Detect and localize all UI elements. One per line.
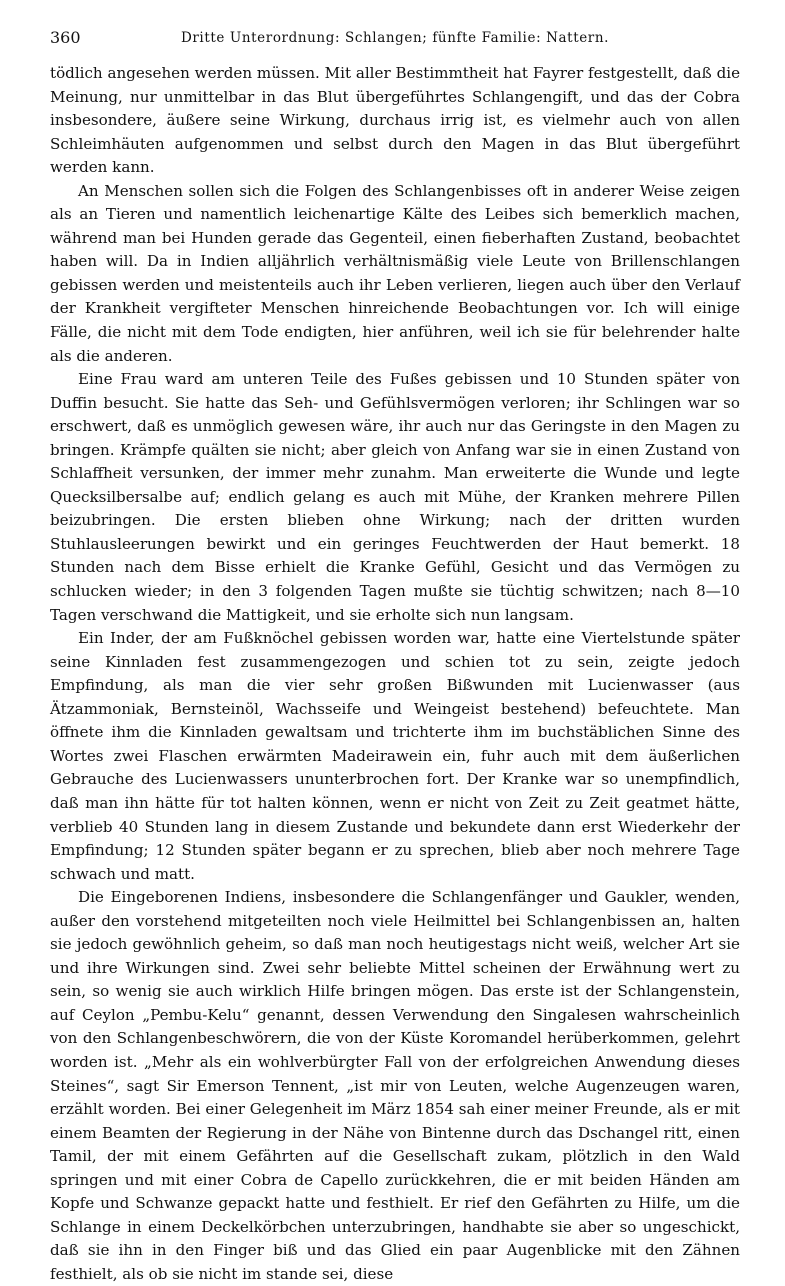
paragraph-native-remedies: Die Eingeborenen Indiens, insbesondere die Schlangenfänger und Gaukler, wenden, außer den vorstehend mitgeteilten noch viele Heilmittel bei Schlangenbissen an, halten sie jedoch gewöhnlich geheim, so daß man noch heutigestags nicht weiß, welcher Art sie und ihre Wirkungen sind. Zwei sehr beliebte Mittel scheinen der Erwähnung wert zu sein, so wenig sie auch wirklich Hilfe bringen mögen. Das erste ist der Schlangenstein, auf Ceylon „Pembu-Kelu“ genannt, dessen Verwendung den Singalesen wahrscheinlich von den Schlangenbeschwörern, die von der Küste Koromandel herüberkommen, gelehrt worden ist. „Mehr als ein wohlverbürgter Fall von der erfolgreichen Anwendung dieses Steines“, sagt Sir Emerson Tennent, „ist mir von Leuten, welche Augenzeugen waren, erzählt worden. Bei einer Gelegenheit im März 1854 sah einer meiner Freunde, als er mit einem Beamten der Regierung in der Nähe von Bintenne durch das Dschangel ritt, einen Tamil, der mit einem Gefährten auf die Gesellschaft zukam, plötzlich in den Wald springen und mit einer Cobra de Capello zurückkehren, die er mit beiden Händen am Kopfe und Schwanze gepackt hatte und festhielt. Er rief den Gefährten zu Hilfe, um die Schlange in einem Deckelkörbchen unterzubringen, handhabte sie aber so ungeschickt, daß sie ihn in den Finger biß und das Glied ein paar Augenblicke mit den Zähnen festhielt, als ob sie nicht im stande sei, diese — [50, 888, 740, 1283]
page-header — [50, 28, 740, 54]
paragraph-continuation: tödlich angesehen werden müssen. Mit aller Bestimmtheit hat Fayrer festgestellt, daß die Meinung, nur unmittelbar in das Blut übergeführtes Schlangengift, und das der Cobra insbesondere, äußere seine Wirkung, durchaus irrig ist, es vielmehr auch von allen Schleimhäuten aufgenommen und selbst durch den Magen in das Blut übergeführt werden kann. — [50, 64, 740, 177]
running-head: Dritte Unterordnung: Schlangen; fünfte Familie: Nattern. — [180, 30, 610, 46]
body-text — [50, 62, 740, 1286]
book-page — [50, 28, 740, 1286]
paragraph-case-indian: Ein Inder, der am Fußknöchel gebissen worden war, hatte eine Viertelstunde später seine Kinnladen fest zusammengezogen und schien tot zu sein, zeigte jedoch Empfindung, als man die vier sehr großen Bißwunden mit Lucienwasser (aus Ätzammoniak, Bernsteinöl, Wachsseife und Weingeist bestehend) befeuchtete. Man öffnete ihm die Kinnladen gewaltsam und trichterte ihm im buchstäblichen Sinne des Wortes zwei Flaschen erwärmten Madeirawein ein, fuhr auch mit dem äußerlichen Gebrauche des Lucienwassers ununterbrochen fort. Der Kranke war so unempfindlich, daß man ihn hätte für tot halten können, wenn er nicht von Zeit zu Zeit geatmet hätte, verblieb 40 Stunden lang in diesem Zustande und bekundete dann erst Wiederkehr der Empfindung; 12 Stunden später begann er zu sprechen, blieb aber noch mehrere Tage schwach und matt. — [50, 629, 740, 883]
paragraph-case-woman: Eine Frau ward am unteren Teile des Fußes gebissen und 10 Stunden später von Duffin besucht. Sie hatte das Seh- und Gefühlsvermögen verloren; ihr Schlingen war so erschwert, daß es unmöglich gewesen wäre, ihr auch nur das Geringste in den Magen zu bringen. Krämpfe quälten sie nicht; aber gleich von Anfang war sie in einen Zustand von Schlaffheit versunken, der immer mehr zunahm. Man erweiterte die Wunde und legte Quecksilbersalbe auf; endlich gelang es auch mit Mühe, der Kranken mehrere Pillen beizubringen. Die ersten blieben ohne Wirkung; nach der dritten wurden Stuhlausleerungen bewirkt und ein geringes Feuchtwerden der Haut bemerkt. 18 Stunden nach dem Bisse erhielt die Kranke Gefühl, Gesicht und das Vermögen zu schlucken wieder; in den 3 folgenden Tagen mußte sie tüchtig schwitzen; nach 8—10 Tagen verschwand die Mattigkeit, und sie erholte sich nun langsam. — [50, 370, 740, 624]
page-number: 360 — [50, 28, 81, 47]
paragraph-symptoms-in-humans: An Menschen sollen sich die Folgen des Schlangenbisses oft in anderer Weise zeigen als an Tieren und namentlich leichenartige Kälte des Leibes sich bemerklich machen, während man bei Hunden gerade das Gegenteil, einen fieberhaften Zustand, beobachtet haben will. Da in Indien alljährlich verhältnismäßig viele Leute von Brillenschlangen gebissen werden und meistenteils auch ihr Leben verlieren, liegen auch über den Verlauf der Krankheit vergifteter Menschen hinreichende Beobachtungen vor. Ich will einige Fälle, die nicht mit dem Tode endigten, hier anführen, weil ich sie für belehrender halte als die anderen. — [50, 181, 740, 365]
